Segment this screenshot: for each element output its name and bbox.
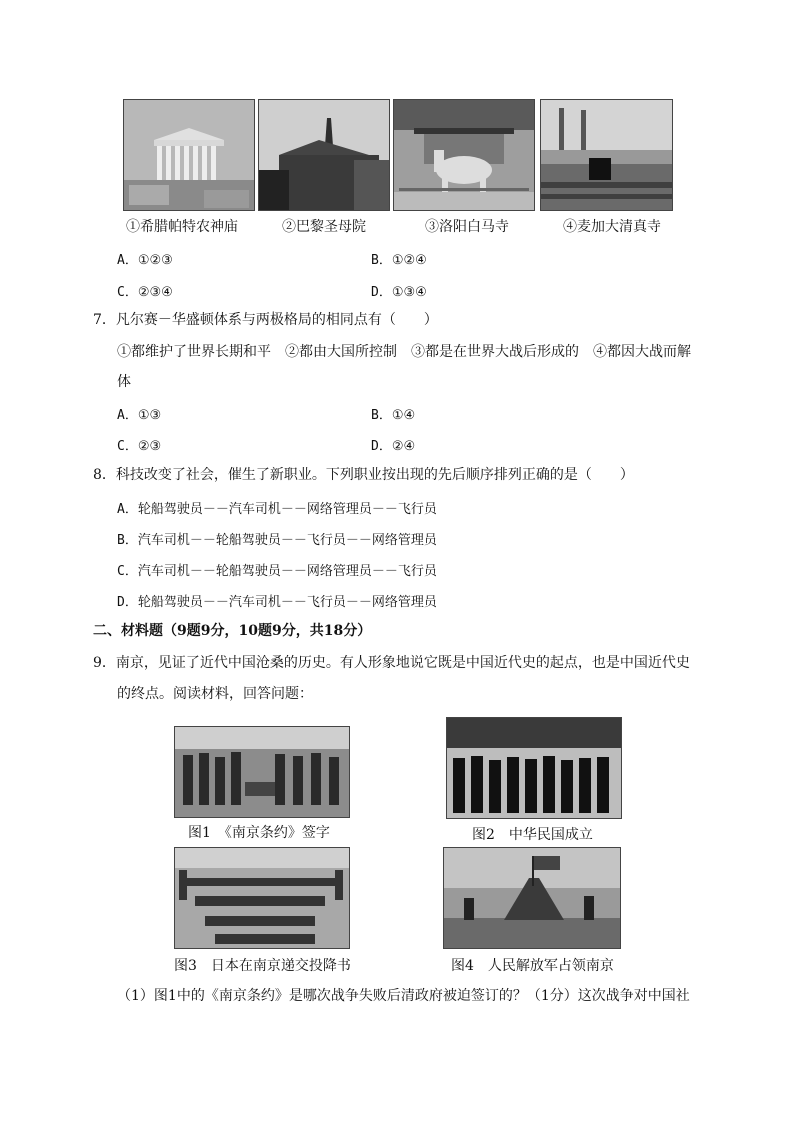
q7-option-b: B．①④: [371, 408, 416, 423]
q7-option-c: C．②③: [117, 439, 162, 454]
q6-option-b: B．①②④: [371, 253, 427, 268]
figure3-photo: [174, 847, 350, 949]
figure2-caption: 图2 中华民国成立: [472, 827, 593, 843]
figure3-caption: 图3 日本在南京递交投降书: [174, 958, 351, 974]
caption-parthenon: ①希腊帕特农神庙: [126, 219, 238, 235]
q8-stem: 8．科技改变了社会，催生了新职业。下列职业按出现的先后顺序排列正确的是（ ）: [93, 467, 634, 483]
section2-heading: 二、材料题（9题9分，10题9分，共18分）: [93, 623, 372, 639]
caption-notre-dame: ②巴黎圣母院: [282, 219, 366, 235]
q6-option-d: D．①③④: [371, 285, 427, 300]
q8-option-b: B．汽车司机－－轮船驾驶员－－飞行员－－网络管理员: [117, 533, 437, 548]
q7-stem: 7．凡尔赛－华盛顿体系与两极格局的相同点有（ ）: [93, 312, 438, 328]
figure4-photo: [443, 847, 621, 949]
mecca-mosque-photo: [540, 99, 673, 211]
figure4-caption: 图4 人民解放军占领南京: [451, 958, 614, 974]
figure2-photo: [446, 717, 622, 819]
notre-dame-photo: [258, 99, 390, 211]
figure1-caption: 图1 《南京条约》签字: [188, 825, 330, 841]
white-horse-temple-photo: [393, 99, 535, 211]
q9-stem-line1: 9．南京，见证了近代中国沧桑的历史。有人形象地说它既是中国近代史的起点，也是中国近代史: [93, 655, 690, 671]
q8-option-d: D．轮船驾驶员－－汽车司机－－飞行员－－网络管理员: [117, 595, 437, 610]
q8-option-a: A．轮船驾驶员－－汽车司机－－网络管理员－－飞行员: [117, 502, 437, 517]
q9-subquestion-1: （1）图1中的《南京条约》是哪次战争失败后清政府被迫签订的？（1分）这次战争对中国社: [117, 988, 690, 1004]
q7-items-line2: 体: [117, 374, 131, 390]
q9-stem-line2: 的终点。阅读材料，回答问题：: [117, 686, 313, 702]
figure1-photo: [174, 726, 350, 818]
caption-mecca-mosque: ④麦加大清真寺: [563, 219, 661, 235]
q8-option-c: C．汽车司机－－轮船驾驶员－－网络管理员－－飞行员: [117, 564, 437, 579]
q6-option-c: C．②③④: [117, 285, 173, 300]
q7-option-a: A．①③: [117, 408, 162, 423]
q7-items-line1: ①都维护了世界长期和平 ②都由大国所控制 ③都是在世界大战后形成的 ④都因大战而解: [117, 344, 691, 360]
parthenon-photo: [123, 99, 255, 211]
caption-white-horse-temple: ③洛阳白马寺: [425, 219, 509, 235]
q7-option-d: D．②④: [371, 439, 416, 454]
q6-option-a: A．①②③: [117, 253, 173, 268]
